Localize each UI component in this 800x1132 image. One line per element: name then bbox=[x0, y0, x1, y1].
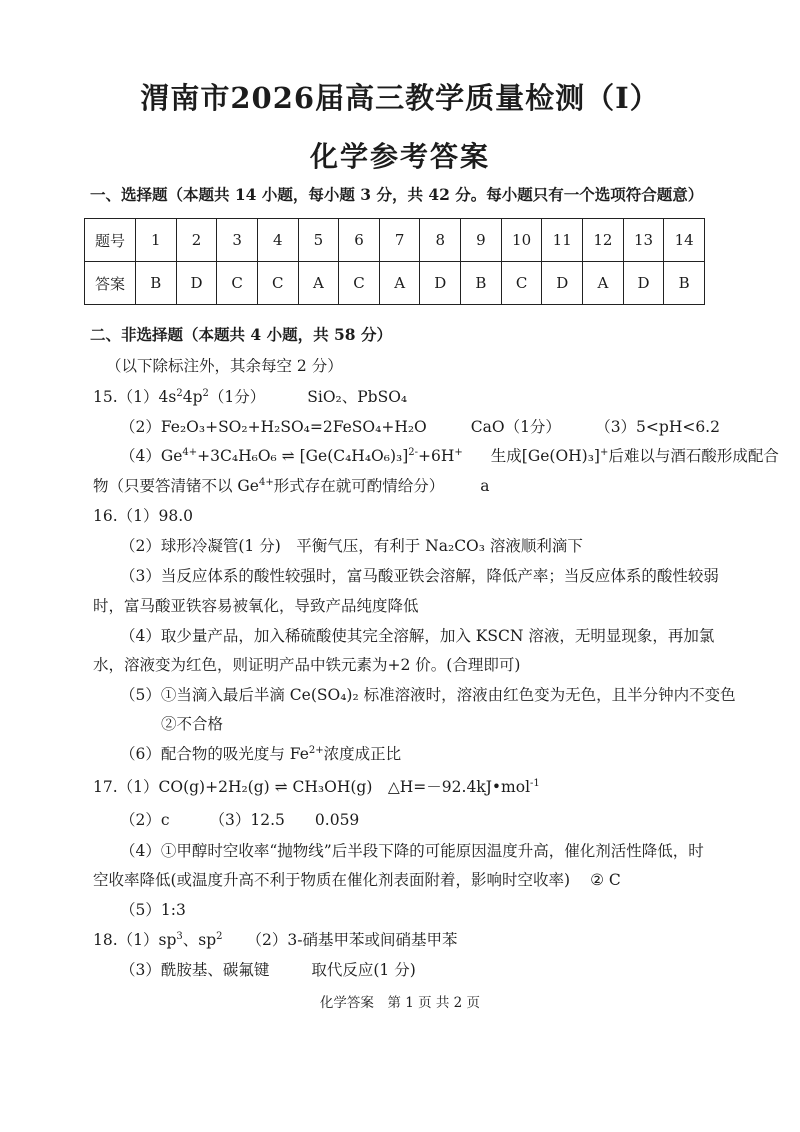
question-number: 11 bbox=[542, 219, 583, 262]
answer-cell: A bbox=[298, 262, 339, 305]
answer-row-label: 答案 bbox=[85, 262, 136, 305]
answer-cell: C bbox=[257, 262, 298, 305]
q17-line5: （5）1:3 bbox=[120, 901, 186, 919]
answer-cell: A bbox=[379, 262, 420, 305]
question-number: 7 bbox=[379, 219, 420, 262]
question-number: 1 bbox=[136, 219, 177, 262]
question-number: 6 bbox=[339, 219, 380, 262]
question-number: 2 bbox=[176, 219, 217, 262]
q16-line5: （4）取少量产品，加入稀硫酸使其完全溶解，加入 KSCN 溶液，无明显现象，再加氯 bbox=[120, 627, 715, 645]
page-title: 渭南市2026届高三教学质量检测（Ⅰ） bbox=[140, 81, 660, 115]
q16-line4: 时，富马酸亚铁容易被氧化，导致产品纯度降低 bbox=[93, 597, 419, 615]
question-number: 9 bbox=[461, 219, 502, 262]
answer-cell: A bbox=[583, 262, 624, 305]
q17-line2: （2）c （3）12.5 0.059 bbox=[120, 811, 360, 829]
q16-line8: ②不合格 bbox=[161, 715, 224, 733]
question-number: 13 bbox=[623, 219, 664, 262]
question-number: 3 bbox=[217, 219, 258, 262]
q17-line1: 17.（1）CO(g)+2H₂(g) ⇌ CH₃OH(g) △H=－92.4kJ•mol$^{-1}$ bbox=[93, 777, 540, 796]
q16-line7: （5）①当滴入最后半滴 Ce(SO₄)₂ 标准溶液时，溶液由红色变为无色，且半分钟内不变色 bbox=[120, 686, 736, 704]
section2-heading: 二、非选择题（本题共 4 小题，共 58 分） bbox=[90, 325, 392, 344]
page-footer: 化学答案 第 1 页 共 2 页 bbox=[319, 995, 481, 1011]
question-number: 8 bbox=[420, 219, 461, 262]
q15-line4: 物（只要答清锗不以 $Ge^{4+}$形式存在就可酌情给分） a bbox=[93, 476, 490, 495]
q15-line1: $15.(1)4s^24p^2(1$分） SiO₂、PbSO₄ bbox=[93, 387, 408, 406]
answer-cell: C bbox=[339, 262, 380, 305]
q16-line6: 水，溶液变为红色，则证明产品中铁元素为+2 价。(合理即可) bbox=[93, 656, 521, 674]
answer-cell: C bbox=[501, 262, 542, 305]
q15-line3: $(4)Ge^{4+}+3C_4H_6O_6$ ⇌ $[Ge(C_4H_4O_6)_3]^{2-}+6H^+$ 生成[Ge(OH)₃]+后难以与酒石酸形成配合 bbox=[120, 446, 779, 465]
question-row-label: 题号 bbox=[85, 219, 136, 262]
scoring-note: （以下除标注外，其余每空 2 分） bbox=[106, 357, 343, 375]
page-subtitle: 化学参考答案 bbox=[309, 140, 490, 173]
question-number: 10 bbox=[501, 219, 542, 262]
q16-line9: （6）配合物的吸光度与 $Fe^{2+}$浓度成正比 bbox=[120, 744, 402, 763]
question-number: 12 bbox=[583, 219, 624, 262]
q16-line3: （3）当反应体系的酸性较强时，富马酸亚铁会溶解，降低产率；当反应体系的酸性较弱 bbox=[120, 567, 719, 585]
q18-line2: （3）酰胺基、碳氟键 取代反应(1 分) bbox=[120, 961, 416, 979]
answer-table bbox=[84, 218, 705, 305]
question-number: 4 bbox=[257, 219, 298, 262]
q17-line4: 空收率降低(或温度升高不利于物质在催化剂表面附着，影响时空收率) ② C bbox=[93, 871, 621, 889]
answer-cell: B bbox=[461, 262, 502, 305]
answer-cell: B bbox=[136, 262, 177, 305]
answer-cell: D bbox=[176, 262, 217, 305]
q17-line3: （4）①甲醇时空收率“抛物线”后半段下降的可能原因温度升高，催化剂活性降低，时 bbox=[120, 842, 704, 860]
answer-cell: D bbox=[623, 262, 664, 305]
answer-cell: B bbox=[664, 262, 705, 305]
answer-cell: D bbox=[420, 262, 461, 305]
q15-line2: （2）Fe₂O₃+SO₂+H₂SO₄=2FeSO₄+H₂O CaO（1分） （3）5<pH<6.2 bbox=[120, 418, 720, 436]
answer-cell: D bbox=[542, 262, 583, 305]
q16-line1: 16.（1）98.0 bbox=[93, 507, 194, 525]
answer-cell: C bbox=[217, 262, 258, 305]
q16-line2: （2）球形冷凝管(1 分) 平衡气压，有利于 Na₂CO₃ 溶液顺利滴下 bbox=[120, 537, 583, 555]
question-number-row bbox=[85, 219, 705, 262]
question-number: 5 bbox=[298, 219, 339, 262]
question-number: 14 bbox=[664, 219, 705, 262]
answer-row bbox=[85, 262, 705, 305]
q18-line1: $18.(1)sp^3$、$sp^2$ （2）3-硝基甲苯或间硝基甲苯 bbox=[93, 930, 458, 949]
section1-heading: 一、选择题（本题共 14 小题，每小题 3 分，共 42 分。每小题只有一个选项符合题意） bbox=[90, 185, 704, 204]
